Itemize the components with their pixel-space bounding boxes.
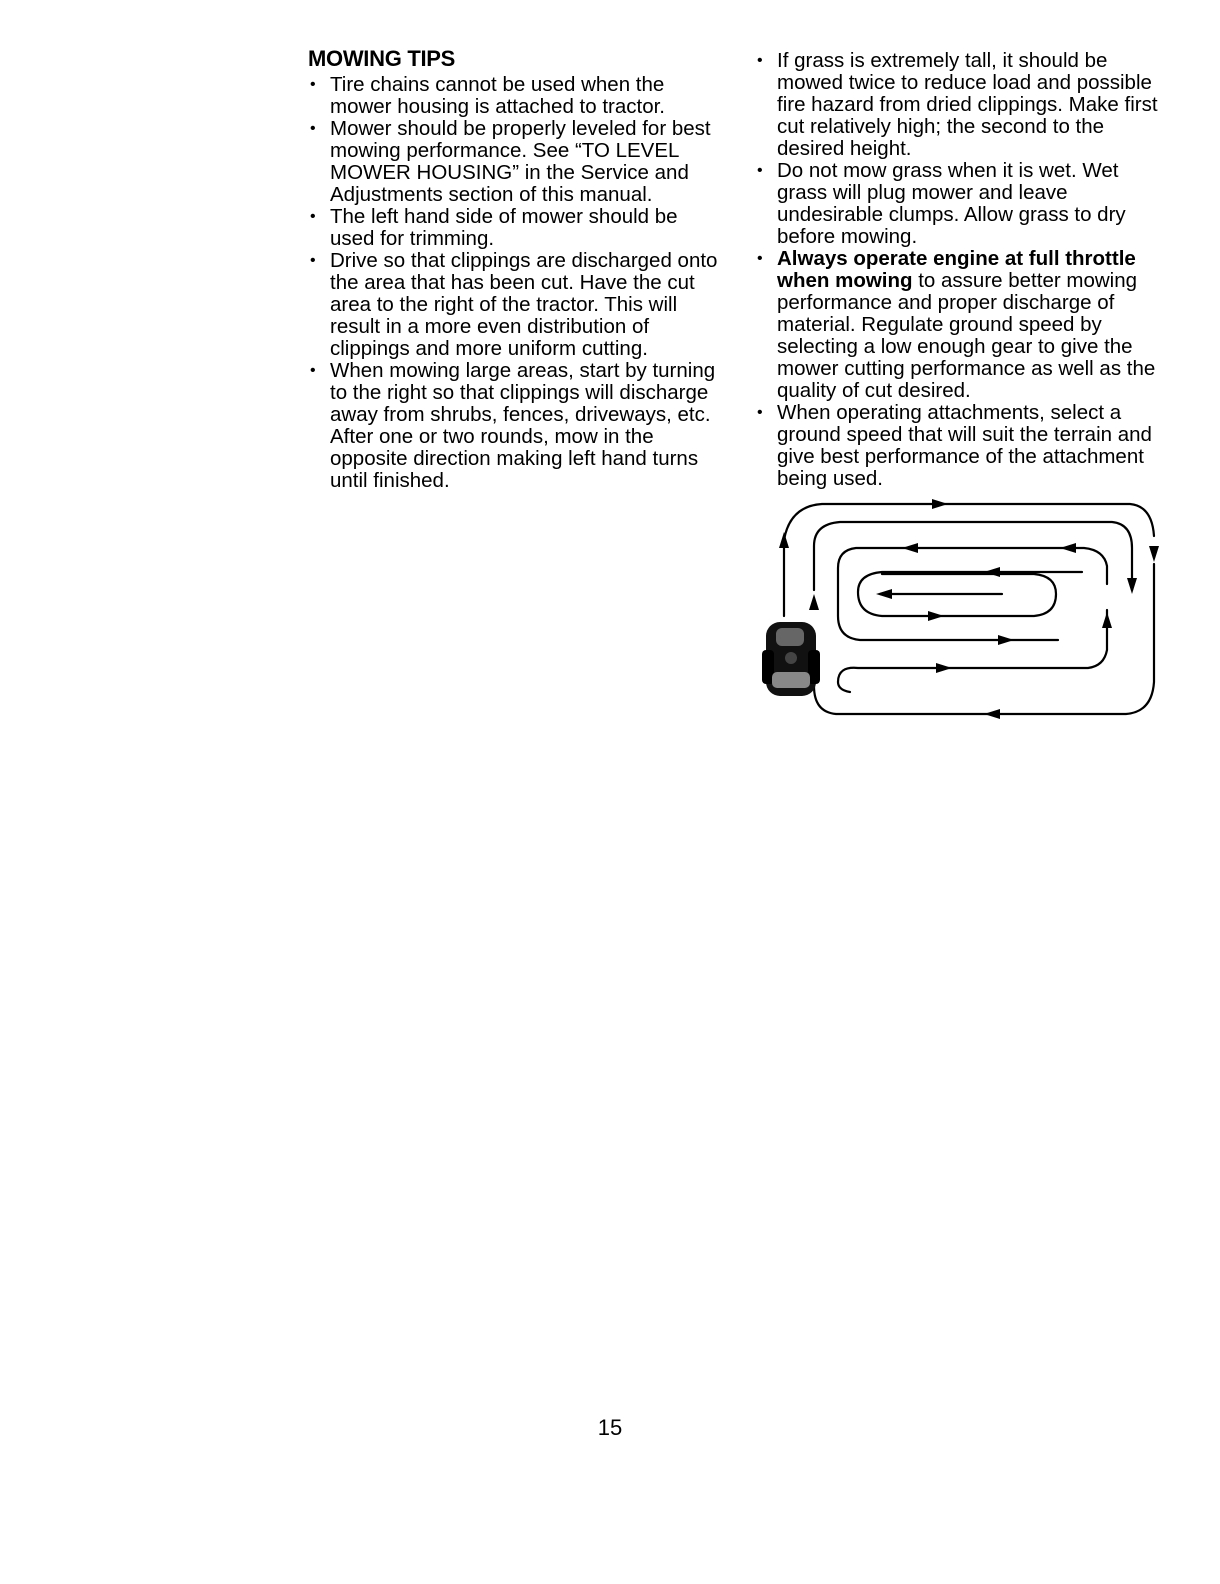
tractor-icon xyxy=(762,622,820,696)
left-column xyxy=(308,48,718,492)
mowing-path-svg xyxy=(752,490,1172,720)
section-heading: MOWING TIPS xyxy=(308,46,456,71)
bullet-level-mower: • Mower should be properly leveled for best mowing performance. See “TO LEVEL MOWER HOUSING” in the Service and Adjustments section of this manual. xyxy=(308,118,718,206)
bullet-attachments: • When operating attachments, select a ground speed that will suit the terrain and give best performance of the attachment being used. xyxy=(755,402,1165,490)
left-bullet-list xyxy=(308,74,718,492)
bullet-discharge-direction: • Drive so that clippings are discharged onto the area that has been cut. Have the cut area to the right of the tractor. This will result in a more even distribution of clippings and more uniform cutting. xyxy=(308,250,718,360)
right-column xyxy=(755,50,1165,490)
bullet-tall-grass: • If grass is extremely tall, it should be mowed twice to reduce load and possible fire hazard from dried clippings. Make first cut relatively high; the second to the desired height. xyxy=(755,50,1165,160)
full-throttle-detail: to assure better mowing performance and proper discharge of material. Regulate ground speed by selecting a low enough gear to give the mower cutting performance as well as the quality of cut desired. xyxy=(777,269,1156,402)
bullet-tire-chains: • Tire chains cannot be used when the mower housing is attached to tractor. xyxy=(308,74,718,118)
bullet-large-areas: • When mowing large areas, start by turning to the right so that clippings will discharge away from shrubs, fences, driveways, etc. After one or two rounds, mow in the opposite direction making left hand turns until finished. xyxy=(308,360,718,492)
bullet-full-throttle xyxy=(755,248,1165,402)
page-number: 15 xyxy=(597,1415,623,1440)
bullet-wet-grass: • Do not mow grass when it is wet. Wet grass will plug mower and leave undesirable clumps. Allow grass to dry before mowing. xyxy=(755,160,1165,248)
bullet-trimming: • The left hand side of mower should be used for trimming. xyxy=(308,206,718,250)
full-throttle-warning: Always operate engine at full throttle when mowing xyxy=(777,247,1136,292)
mowing-pattern-diagram xyxy=(752,490,1172,720)
right-bullet-list xyxy=(755,50,1165,490)
